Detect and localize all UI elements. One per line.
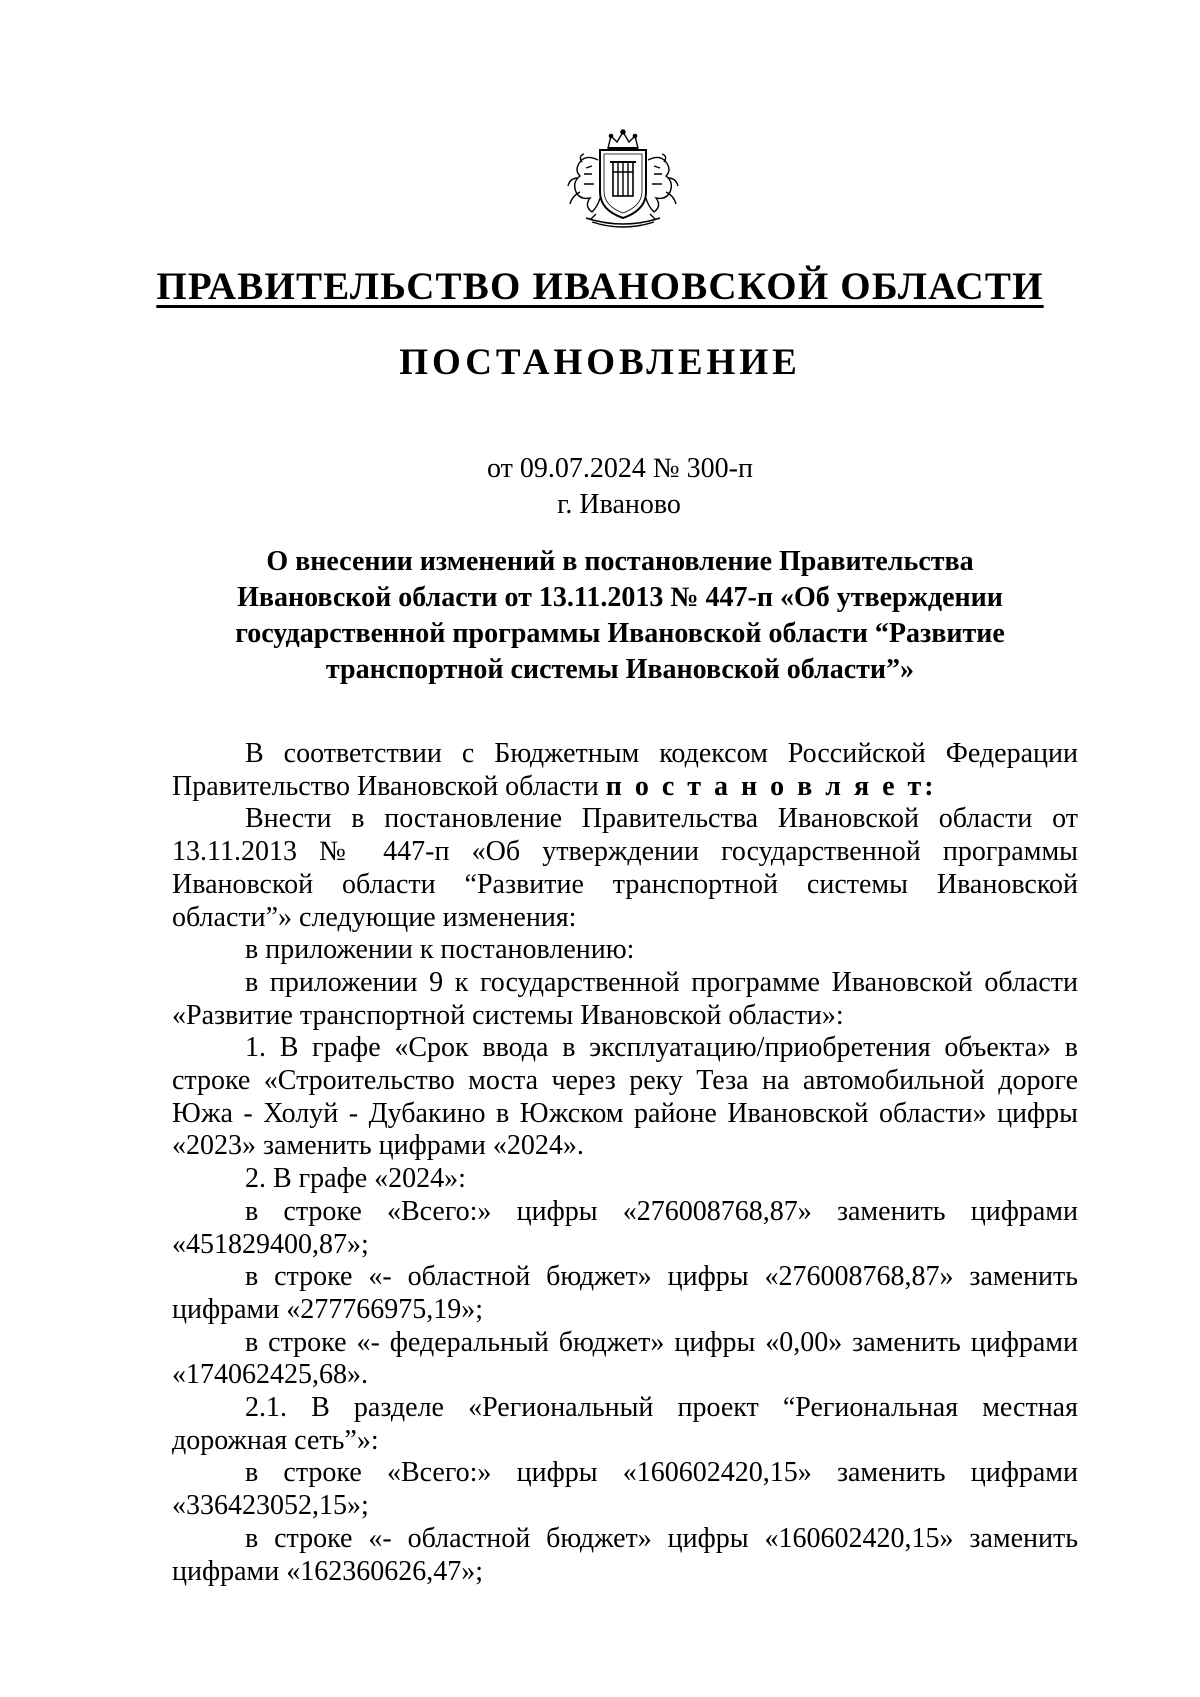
date-number: от 09.07.2024 № 300-п [487,453,753,484]
title-line: О внесении изменений в постановление Правительства [266,546,974,577]
city: г. Иваново [557,489,681,520]
preamble-text: В соответствии с Бюджетным кодексом Российской Федерации Правительство Ивановской области [172,738,1078,802]
title-line: транспортной системы Ивановской области”» [325,654,915,685]
body-paragraph: в строке «- федеральный бюджет» цифры «0,00» заменить цифрами «174062425,68». [172,1326,1078,1391]
body-paragraph: в приложении к постановлению: [245,934,635,966]
body-paragraph: в строке «- областной бюджет» цифры «160602420,15» заменить цифрами «162360626,47»; [172,1522,1078,1587]
body-paragraph: в строке «Всего:» цифры «276008768,87» заменить цифрами «451829400,87»; [172,1195,1078,1260]
body-paragraph: в строке «- областной бюджет» цифры «276008768,87» заменить цифрами «277766975,19»; [172,1261,1078,1325]
government-name-text: ПРАВИТЕЛЬСТВО ИВАНОВСКОЙ ОБЛАСТИ [156,265,1044,308]
coat-of-arms-emblem [556,126,690,234]
decree-word: п о с т а н о в л я е т: [605,770,937,802]
body-paragraph: 2.1. В разделе «Региональный проект “Региональная местная дорожная сеть”»: [172,1392,1078,1456]
preamble-paragraph [172,738,1078,803]
document-body [172,738,1078,1588]
title-line: государственной программы Ивановской области “Развитие [235,618,1005,649]
government-name [0,262,1200,312]
title-line: Ивановской области от 13.11.2013 № 447-п «Об утверждении [237,582,1003,613]
body-paragraph: Внести в постановление Правительства Ивановской области от 13.11.2013 № 447-п «Об утверждении государственной программы Ивановской области “Развитие транспортной системы Ивановской области”» следующие изменения: [172,803,1078,933]
body-paragraph: в строке «Всего:» цифры «160602420,15» заменить цифрами «336423052,15»; [172,1457,1078,1522]
body-paragraph: 2. В графе «2024»: [245,1163,466,1195]
body-paragraph: в приложении 9 к государственной программе Ивановской области «Развитие транспортной системы Ивановской области»: [172,966,1078,1031]
body-paragraph: 1. В графе «Срок ввода в эксплуатацию/приобретения объекта» в строке «Строительство моста через реку Теза на автомобильной дороге Южа - Холуй - Дубакино в Южском районе Ивановской области» цифры «2023» заменить цифрами «2024». [172,1032,1078,1162]
document-type: ПОСТАНОВЛЕНИЕ [399,342,801,383]
document-title [200,544,1040,688]
